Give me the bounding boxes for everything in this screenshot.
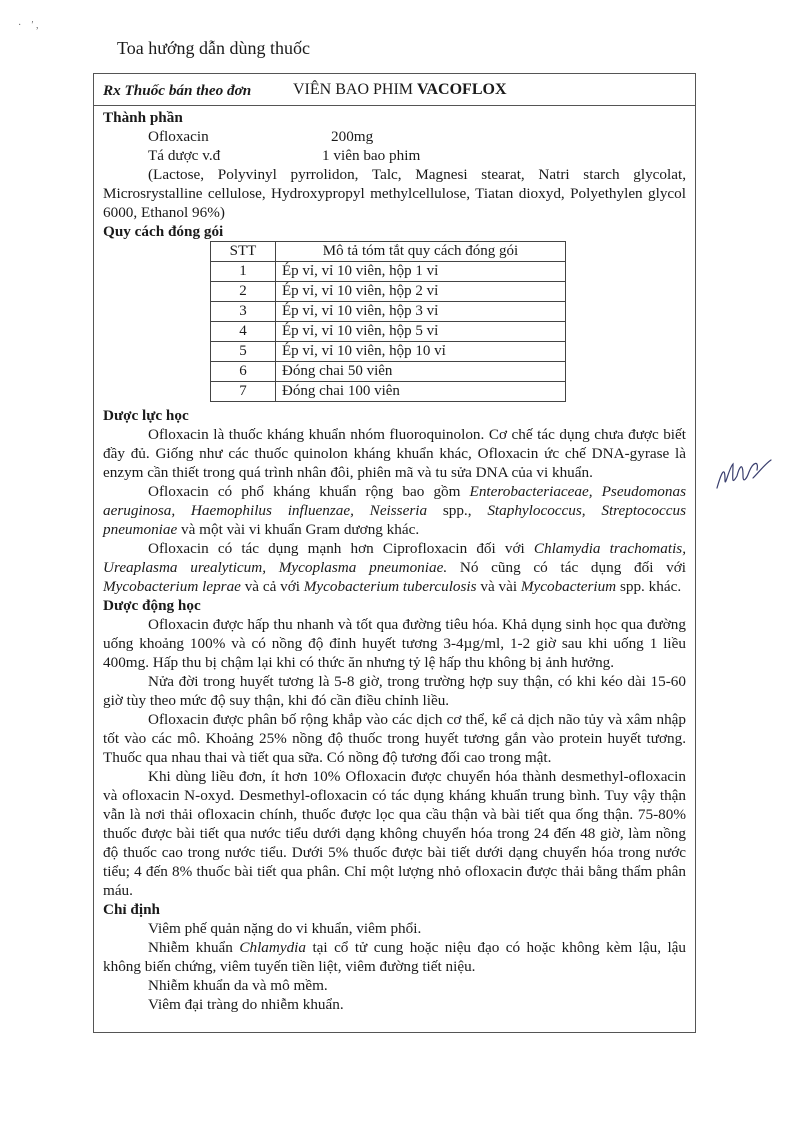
italic-term: Chlamydia trachomatis, Ureaplasma urealyticum, Mycoplasma pneumoniae. xyxy=(103,540,686,576)
table-row xyxy=(211,282,566,302)
table-header-row xyxy=(211,242,566,262)
cell-desc: Ép vỉ, vỉ 10 viên, hộp 5 vỉ xyxy=(276,322,566,342)
cell-desc: Ép vỉ, vỉ 10 viên, hộp 3 vỉ xyxy=(276,302,566,322)
ingredient-row xyxy=(103,127,686,146)
cell-stt: 2 xyxy=(211,282,276,302)
document-header: Toa hướng dẫn dùng thuốc xyxy=(117,38,310,58)
cell-desc: Đóng chai 50 viên xyxy=(276,362,566,382)
cell-desc: Đóng chai 100 viên xyxy=(276,382,566,402)
column-header-stt: STT xyxy=(211,242,276,262)
italic-term: Mycobacterium xyxy=(520,578,617,595)
packaging-table xyxy=(210,241,566,402)
ingredient-row xyxy=(103,146,686,165)
product-brand: VACOFLOX xyxy=(417,81,507,98)
ingredient-value: 200mg xyxy=(331,128,374,145)
pharmacodynamics-paragraph-2: Ofloxacin có phổ kháng khuẩn rộng bao gồm Enterobacteriaceae, Pseudomonas aeruginosa, Haemophilus influenzae, Neisseria spp., Staphylococcus, Streptococcus pneumoniae và một vài vi khuẩn Gram dương khác. xyxy=(103,483,687,538)
cell-desc: Ép vỉ, vỉ 10 viên, hộp 1 vỉ xyxy=(276,262,566,282)
cell-desc: Ép vỉ, vỉ 10 viên, hộp 2 vỉ xyxy=(276,282,566,302)
cell-desc: Ép vỉ, vỉ 10 viên, hộp 10 vỉ xyxy=(276,342,566,362)
cell-stt: 6 xyxy=(211,362,276,382)
column-header-desc: Mô tả tóm tắt quy cách đóng gói xyxy=(276,242,566,262)
pharmacokinetics-paragraph-1: Ofloxacin được hấp thu nhanh và tốt qua đường tiêu hóa. Khả dụng sinh học qua đường uống khoảng 100% và có nồng độ đỉnh huyết tương 3-4µg/ml, 1-2 giờ sau khi uống 1 liều 400mg. Hấp thu bị chậm lại khi có thức ăn nhưng tỷ lệ hấp thu không bị ảnh hưởng. xyxy=(103,616,686,671)
pharmacokinetics-paragraph-3: Ofloxacin được phân bố rộng khắp vào các dịch cơ thể, kể cả dịch não tủy và xâm nhập tốt vào các mô. Khoảng 25% nồng độ thuốc trong huyết tương gắn vào protein huyết tương. Thuốc qua nhau thai và tiết qua sữa. Có nồng độ tương đối cao trong mật. xyxy=(103,711,686,766)
pharmacokinetics-heading: Dược động học xyxy=(103,597,201,614)
italic-term: Chlamydia xyxy=(239,939,306,956)
indications-paragraph-4: Viêm đại tràng do nhiễm khuẩn. xyxy=(148,996,344,1013)
table-row xyxy=(211,322,566,342)
italic-term: Mycobacterium tuberculosis xyxy=(303,578,477,595)
cell-stt: 1 xyxy=(211,262,276,282)
excipients-text: (Lactose, Polyvinyl pyrrolidon, Talc, Magnesi stearat, Natri starch glycolat, Microsrystalline cellulose, Hydroxypropyl methylcellulose, Tiatan dioxyd, Polyethylen glycol 6000, Ethanol 96%) xyxy=(103,166,686,221)
composition-heading: Thành phần xyxy=(103,109,183,126)
table-row xyxy=(211,382,566,402)
indications-paragraph-2: Nhiễm khuẩn Chlamydia tại cổ tử cung hoặc niệu đạo có hoặc không kèm lậu, lậu không biến chứng, viêm tuyến tiền liệt, viêm đường tiết niệu. xyxy=(103,939,687,975)
signature-icon xyxy=(713,454,773,499)
cell-stt: 7 xyxy=(211,382,276,402)
ingredient-name: Ofloxacin xyxy=(148,128,209,145)
pharmacokinetics-paragraph-2: Nửa đời trong huyết tương là 5-8 giờ, trong trường hợp suy thận, có khi kéo dài 15-60 giờ tùy theo mức độ suy thận, khi đó cần điều chỉnh liều. xyxy=(103,673,686,709)
scan-mark: · ′ , xyxy=(18,20,39,31)
indications-paragraph-3: Nhiễm khuẩn da và mô mềm. xyxy=(148,977,328,994)
rx-label: Rx Thuốc bán theo đơn xyxy=(103,82,252,99)
table-row xyxy=(211,262,566,282)
indications-paragraph-1: Viêm phế quản nặng do vi khuẩn, viêm phổi. xyxy=(148,920,422,937)
table-row xyxy=(211,362,566,382)
table-row xyxy=(211,342,566,362)
indications-heading: Chỉ định xyxy=(103,901,160,918)
pharmacodynamics-paragraph-1: Ofloxacin là thuốc kháng khuẩn nhóm fluoroquinolon. Cơ chế tác dụng chưa được biết đầy đủ. Giống như các thuốc quinolon kháng khuẩn khác, Ofloxacin ức chế DNA-gyrase là enzym cần thiết trong quá trình nhân đôi, phiên mã và tu sửa DNA của vi khuẩn. xyxy=(103,426,686,481)
pharmacokinetics-paragraph-4: Khi dùng liều đơn, ít hơn 10% Ofloxacin được chuyển hóa thành desmethyl-ofloxacin và ofloxacin N-oxyd. Desmethyl-ofloxacin có tác dụng kháng khuẩn trung bình. Tuy vậy thận vẫn là nơi thải ofloxacin chính, thuốc được lọc qua cầu thận và bài tiết qua ống thận. 75-80% thuốc được bài tiết qua nước tiểu dưới dạng không chuyển hóa trong 24 đến 48 giờ, làm nồng độ thuốc cao trong nước tiểu. Dưới 5% thuốc được bài tiết dưới dạng chuyển hóa trong nước tiểu; 4 đến 8% thuốc bài tiết qua phân. Chỉ một lượng nhỏ ofloxacin được thải bằng thẩm phân máu. xyxy=(103,768,686,899)
leaflet-frame xyxy=(93,73,696,1033)
pharmacodynamics-paragraph-3: Ofloxacin có tác dụng mạnh hơn Ciprofloxacin đối với Chlamydia trachomatis, Ureaplasma urealyticum, Mycoplasma pneumoniae. Nó cũng có tác dụng đối với Mycobacterium leprae và cả với Mycobacterium tuberculosis và vài Mycobacterium spp. khác. xyxy=(103,540,687,595)
leaflet-content xyxy=(103,108,686,1014)
cell-stt: 3 xyxy=(211,302,276,322)
cell-stt: 4 xyxy=(211,322,276,342)
italic-term: Staphylococcus, Streptococcus pneumoniae xyxy=(103,502,686,538)
product-name xyxy=(293,80,507,99)
title-bar xyxy=(94,74,695,106)
product-prefix: VIÊN BAO PHIM xyxy=(293,81,413,98)
cell-stt: 5 xyxy=(211,342,276,362)
table-row xyxy=(211,302,566,322)
italic-term: Mycobacterium leprae xyxy=(103,578,241,595)
packaging-heading: Quy cách đóng gói xyxy=(103,223,224,240)
ingredient-name: Tá dược v.đ xyxy=(148,147,221,164)
italic-term: Enterobacteriaceae, Pseudomonas aeruginosa, Haemophilus influenzae, Neisseria xyxy=(103,483,687,519)
pharmacodynamics-heading: Dược lực học xyxy=(103,407,189,424)
ingredient-value: 1 viên bao phim xyxy=(322,147,421,164)
